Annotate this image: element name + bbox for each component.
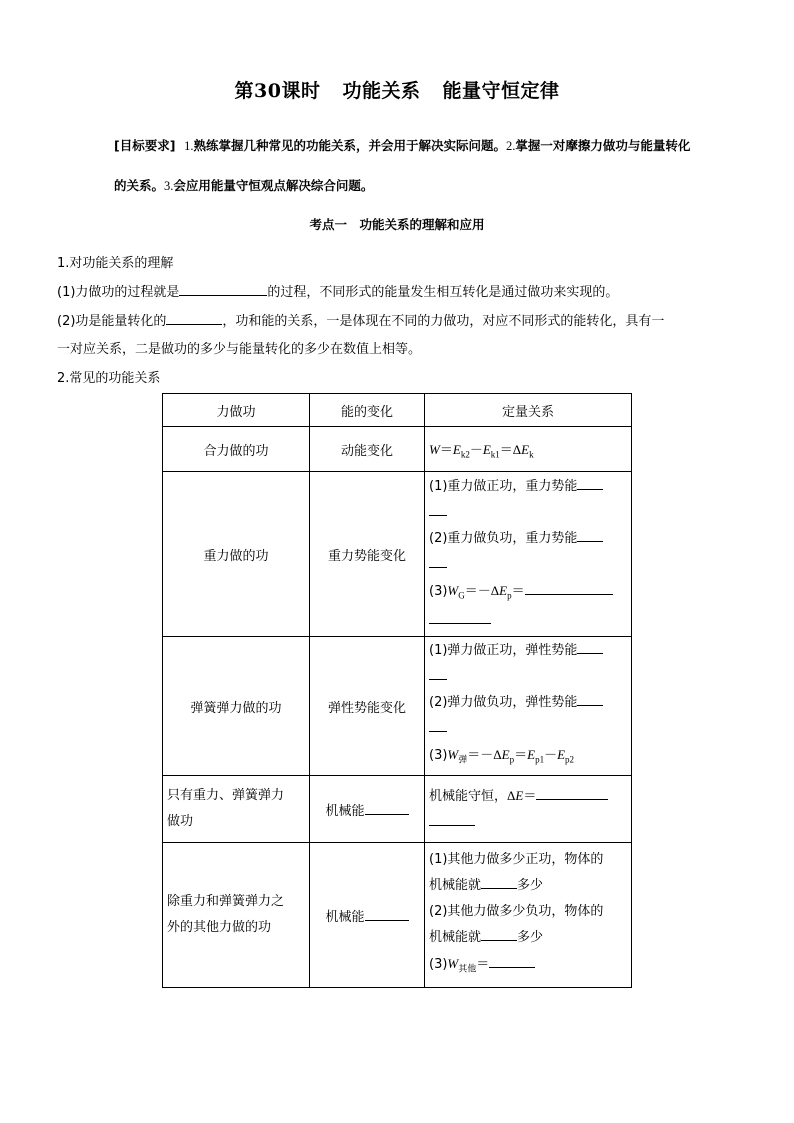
fill-blank[interactable]	[577, 691, 603, 706]
goal-3-text: 会应用能量守恒观点解决综合问题。	[173, 178, 374, 193]
fill-blank[interactable]	[429, 665, 447, 680]
fill-blank[interactable]	[481, 874, 517, 889]
goal-2-text-cont: 的关系。	[114, 178, 165, 193]
goal-1-text: 熟练掌握几种常见的功能关系，并会用于解决实际问题。	[193, 138, 507, 153]
row3-change: 弹性势能变化	[310, 637, 425, 776]
table-row	[163, 843, 632, 988]
p2-text-a: (1)力做功的过程就是	[57, 285, 180, 300]
row5-rel-2b: 机械能就	[429, 930, 482, 946]
title-topic-2: 能量守恒定律	[442, 80, 560, 102]
paragraph-1: 1.对功能关系的理解	[57, 256, 174, 271]
fill-blank[interactable]	[536, 785, 608, 800]
fill-blank[interactable]	[179, 281, 267, 296]
row4-force-line-2: 做功	[167, 814, 194, 829]
fill-blank[interactable]	[429, 553, 447, 568]
sub-spring: 弹	[458, 755, 468, 766]
row1-change: 动能变化	[310, 427, 425, 472]
row3-rel-2: (2)弹力做负功，弹性势能	[429, 695, 578, 711]
p3-text-b: ，功和能的关系，一是体现在不同的力做功，对应不同形式的能转化，具有一	[222, 314, 665, 329]
p3-text-a: (2)功是能量转化的	[57, 314, 167, 329]
row3-rel-1: (1)弹力做正功，弹性势能	[429, 643, 578, 659]
paragraph-3	[57, 310, 664, 329]
header-force-work: 力做功	[163, 394, 310, 427]
fill-blank[interactable]	[577, 475, 603, 490]
row1-formula: $W=E_{k2}-E_{k1}=\Delta E_k$	[425, 427, 632, 472]
row2-rel-3: (3)	[429, 583, 448, 599]
work-energy-table	[162, 393, 632, 988]
table-row	[163, 637, 632, 776]
row2-rel-2: (2)重力做负功，重力势能	[429, 530, 578, 546]
sub-other: 其他	[458, 964, 477, 975]
fill-blank[interactable]	[577, 639, 603, 654]
fill-blank[interactable]	[577, 527, 603, 542]
goal-2-text: 掌握一对摩擦力做功与能量转化	[515, 138, 691, 153]
row5-rel-1c: 多少	[517, 878, 544, 894]
paragraph-4: 一对应关系，二是做功的多少与能量转化的多少在数值上相等。	[57, 342, 422, 357]
lesson-title	[0, 76, 794, 103]
table-row	[163, 427, 632, 472]
table-row	[163, 472, 632, 637]
row5-change	[310, 843, 425, 988]
row4-relations: 机械能守恒，ΔE＝	[425, 776, 632, 843]
goal-1-number: 1.	[184, 139, 194, 153]
row5-force-line-1: 除重力和弹簧弹力之	[167, 894, 285, 909]
row3-rel-3: (3)	[429, 748, 448, 764]
row5-rel-3: (3)	[429, 957, 448, 973]
p2-text-b: 的过程，不同形式的能量发生相互转化是通过做功来实现的。	[267, 285, 619, 300]
goals-label: [目标要求]	[114, 138, 176, 153]
row4-rel-1: 机械能守恒，	[429, 788, 508, 804]
table-header-row	[163, 394, 632, 427]
fill-blank[interactable]	[365, 800, 409, 815]
row5-force	[163, 843, 310, 988]
row5-force-line-2: 外的其他力做的功	[167, 920, 272, 935]
row5-rel-1a: (1)其他力做多少正功，物体的	[429, 852, 604, 868]
goal-2-number: 2.	[506, 139, 516, 153]
goals-line-2	[114, 168, 373, 204]
row3-force: 弹簧弹力做的功	[163, 637, 310, 776]
fill-blank[interactable]	[429, 811, 475, 826]
table-row	[163, 776, 632, 843]
row5-change-text: 机械能	[325, 909, 365, 925]
fill-blank[interactable]	[429, 501, 447, 516]
fill-blank[interactable]	[429, 717, 447, 732]
row5-rel-1b: 机械能就	[429, 878, 482, 894]
row5-rel-2c: 多少	[517, 930, 544, 946]
row4-force	[163, 776, 310, 843]
goals-line-1	[114, 128, 690, 164]
row2-change: 重力势能变化	[310, 472, 425, 637]
fill-blank[interactable]	[365, 906, 409, 921]
row1-force: 合力做的功	[163, 427, 310, 472]
row3-relations: (1)弹力做正功，弹性势能 (2)弹力做负功，弹性势能 $(3)W_弹=-\Delta E_p=E_{p1}-E_{p2}$	[425, 637, 632, 776]
row2-force: 重力做的功	[163, 472, 310, 637]
row4-force-line-1: 只有重力、弹簧弹力	[167, 788, 285, 803]
paragraph-5: 2.常见的功能关系	[57, 371, 161, 386]
fill-blank[interactable]	[525, 580, 613, 595]
paragraph-2	[57, 281, 618, 300]
row5-rel-2a: (2)其他力做多少负功，物体的	[429, 904, 604, 920]
row4-change-text: 机械能	[325, 803, 365, 819]
fill-blank[interactable]	[166, 310, 222, 325]
header-energy-change: 能的变化	[310, 394, 425, 427]
goal-3-number: 3.	[164, 179, 174, 193]
row2-relations: (1)重力做正功，重力势能 (2)重力做负功，重力势能 $(3)W_G=-\Delta E_p=$	[425, 472, 632, 637]
fill-blank[interactable]	[481, 926, 517, 941]
fill-blank[interactable]	[489, 953, 535, 968]
row2-rel-1: (1)重力做正功，重力势能	[429, 478, 578, 494]
fill-blank[interactable]	[429, 609, 491, 624]
title-lesson-number: 第30课时	[234, 80, 321, 102]
row4-change	[310, 776, 425, 843]
header-quantitative: 定量关系	[425, 394, 632, 427]
row5-relations: (1)其他力做多少正功，物体的 机械能就 多少 (2)其他力做多少负功，物体的 机械能就 多少 $(3)W_{其他}=$	[425, 843, 632, 988]
title-topic-1: 功能关系	[342, 80, 421, 102]
section-heading: 考点一 功能关系的理解和应用	[309, 217, 485, 232]
